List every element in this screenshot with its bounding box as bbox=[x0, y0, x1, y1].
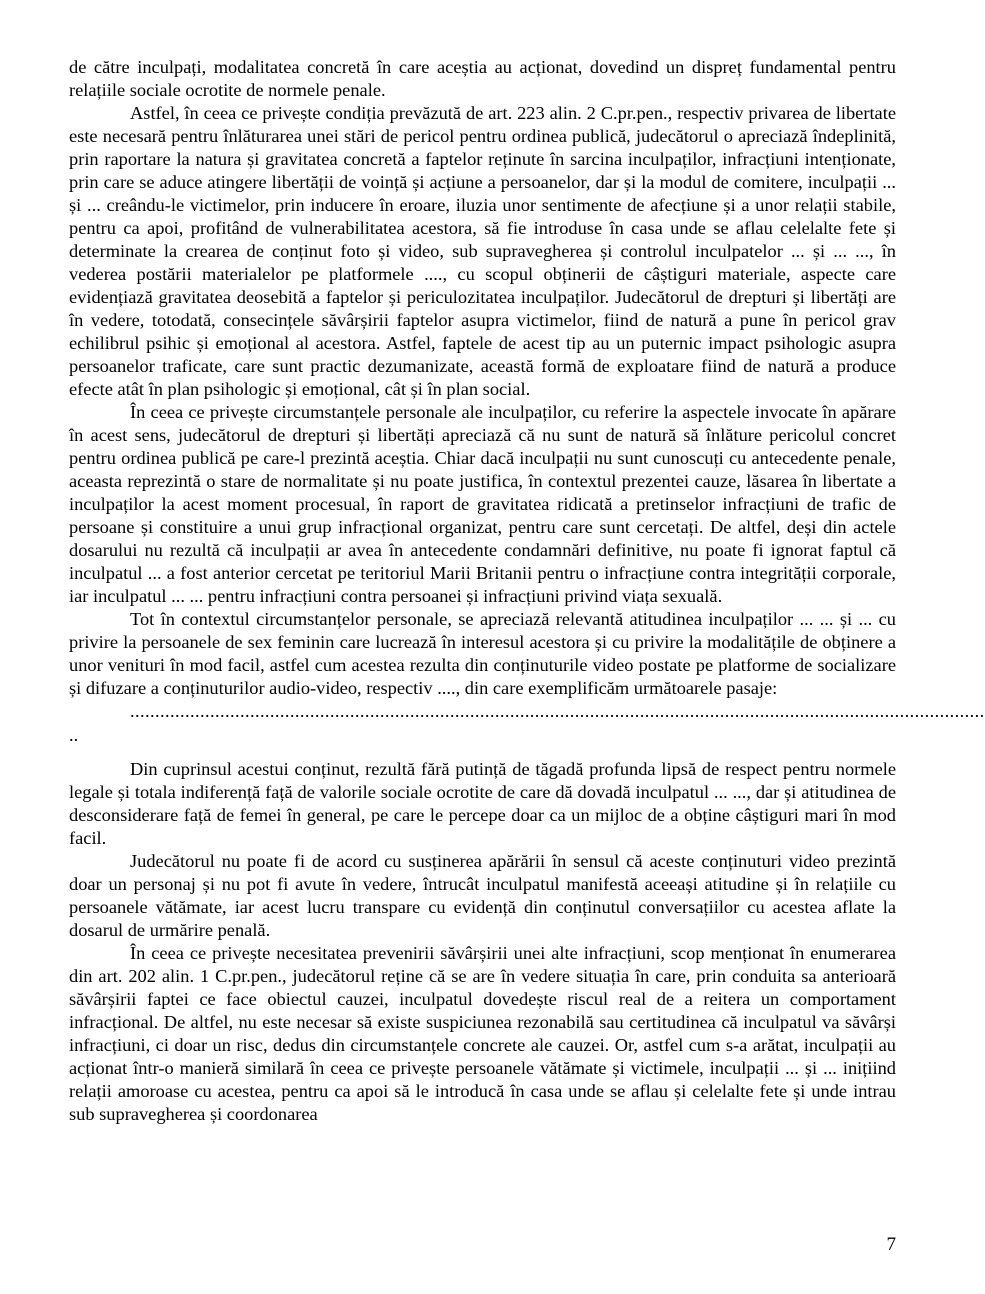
paragraph-defendant-attitude: Tot în contextul circumstanțelor personale, se apreciază relevantă atitudinea inculpaților ... ... și ... cu privire la persoanele de sex feminin care lucrează în interesul acestora și cu privire la modalitățile de obținere a unor venituri în mod facil, astfel cum acestea rezulta din conținuturile video postate pe platforme de socializare și difuzare a conținuturilor audio-video, respectiv ...., din care exemplificăm următoarele pasaje: bbox=[69, 609, 896, 698]
paragraph-continuation: de către inculpați, modalitatea concretă în care aceștia au acționat, dovedind un dispreț fundamental pentru relațiile sociale ocrotite de normele penale. bbox=[69, 57, 896, 100]
paragraph-defense-argument: Judecătorul nu poate fi de acord cu susținerea apărării în sensul că aceste conținuturi video prezintă doar un personaj și nu pot fi avute în vedere, întrucât inculpatul manifestă aceeași atitudine și în relațiile cu persoanele vătămate, iar acest lucru transpare cu evidență din conținutul conversațiilor cu acestea aflate la dosarul de urmărire penală. bbox=[69, 851, 896, 940]
redacted-excerpt-line: ........................................................................................................................................................................... bbox=[130, 701, 985, 721]
paragraph-content-analysis: Din cuprinsul acestui conținut, rezultă fără putință de tăgadă profunda lipsă de respect pentru normele legale și totala indiferență față de valorile sociale ocrotite de care dă dovadă inculpatul ... ..., dar și atitudinea de desconsiderare față de femei în general, pe care le percepe doar ca un mijloc de a obține câștiguri mari în mod facil. bbox=[69, 759, 896, 848]
page-number: 7 bbox=[886, 1234, 896, 1255]
paragraph-personal-circumstances: În ceea ce privește circumstanțele personale ale inculpaților, cu referire la aspectele invocate în apărare în acest sens, judecătorul de drepturi și libertăți apreciază că nu sunt de natură să înlăture pericolul concret pentru ordinea publică pe care-l prezintă aceștia. Chiar dacă inculpații nu sunt cunoscuți cu antecedente penale, aceasta reprezintă o stare de normalitate și nu poate justifica, în contextul prezentei cauze, lăsarea în libertate a inculpaților la acest moment procesual, în raport de gravitatea ridicată a pretinselor infracțiuni de trafic de persoane și constituire a unui grup infracțional organizat, pentru care sunt cercetați. De altfel, deși din actele dosarului nu rezultă că inculpații ar avea în antecedente condamnări definitive, nu poate fi ignorat faptul că inculpatul ... a fost anterior cercetat pe teritoriul Marii Britanii pentru o infracțiune contra integrității corporale, iar inculpatul ... ... pentru infracțiuni contra persoanei și infracțiuni privind viața sexuală. bbox=[69, 402, 896, 606]
paragraph-prevention: În ceea ce privește necesitatea prevenirii săvârșirii unei alte infracțiuni, scop menționat în enumerarea din art. 202 alin. 1 C.pr.pen., judecătorul reține că se are în vedere situația în care, prin conduita sa anterioară săvârșirii faptei ce face obiectul cauzei, inculpatul dovedește riscul real de a reitera un comportament infracțional. De altfel, nu este necesar să existe suspiciunea rezonabilă sau certitudinea că inculpatul va săvârși infracțiuni, ci doar un risc, dedus din circumstanțele concrete ale cauzei. Or, astfel cum s-a arătat, inculpații au acționat într-o manieră similară în ceea ce privește persoanele vătămate și victimele, inculpații ... și ... inițiind relații amoroase cu acestea, pentru ca apoi să le introducă în casa unde se aflau și celelalte fete și unde intrau sub supravegherea și coordonarea bbox=[69, 943, 896, 1124]
paragraph-public-order: Astfel, în ceea ce privește condiția prevăzută de art. 223 alin. 2 C.pr.pen., respectiv privarea de libertate este necesară pentru înlăturarea unei stări de pericol pentru ordinea publică, judecătorul o apreciază îndeplinită, prin raportare la natura și gravitatea concretă a faptelor reținute în sarcina inculpaților, infracțiuni intenționate, prin care se aduce atingere libertății de voință și acțiune a persoanelor, dar și la modul de comitere, inculpații ... și ... creându-le victimelor, prin inducere în eroare, iluzia unor sentimente de afecțiune și a unor relații stabile, pentru ca apoi, profitând de vulnerabilitatea acestora, să fie introduse în casa unde se aflau celelalte fete și determinate la crearea de conținut foto și video, sub supravegherea și controlul inculpatelor ... și ... ..., în vederea postării materialelor pe platformele ...., cu scopul obținerii de câștiguri materiale, aspecte care evidențiază gravitatea deosebită a faptelor și periculozitatea inculpaților. Judecătorul de drepturi și libertăți are în vedere, totodată, consecințele săvârșirii faptelor asupra victimelor, fiind de natură a pune în pericol grav echilibrul psihic și emoțional al acestora. Astfel, faptele de acest tip au un puternic impact psihologic asupra persoanelor traficate, care sunt practic dezumanizate, această formă de exploatare fiind de natură a produce efecte atât în plan psihologic și emoțional, cât și în plan social. bbox=[69, 103, 896, 399]
document-body bbox=[69, 56, 985, 1126]
redacted-excerpt-tail: .. bbox=[69, 725, 79, 745]
